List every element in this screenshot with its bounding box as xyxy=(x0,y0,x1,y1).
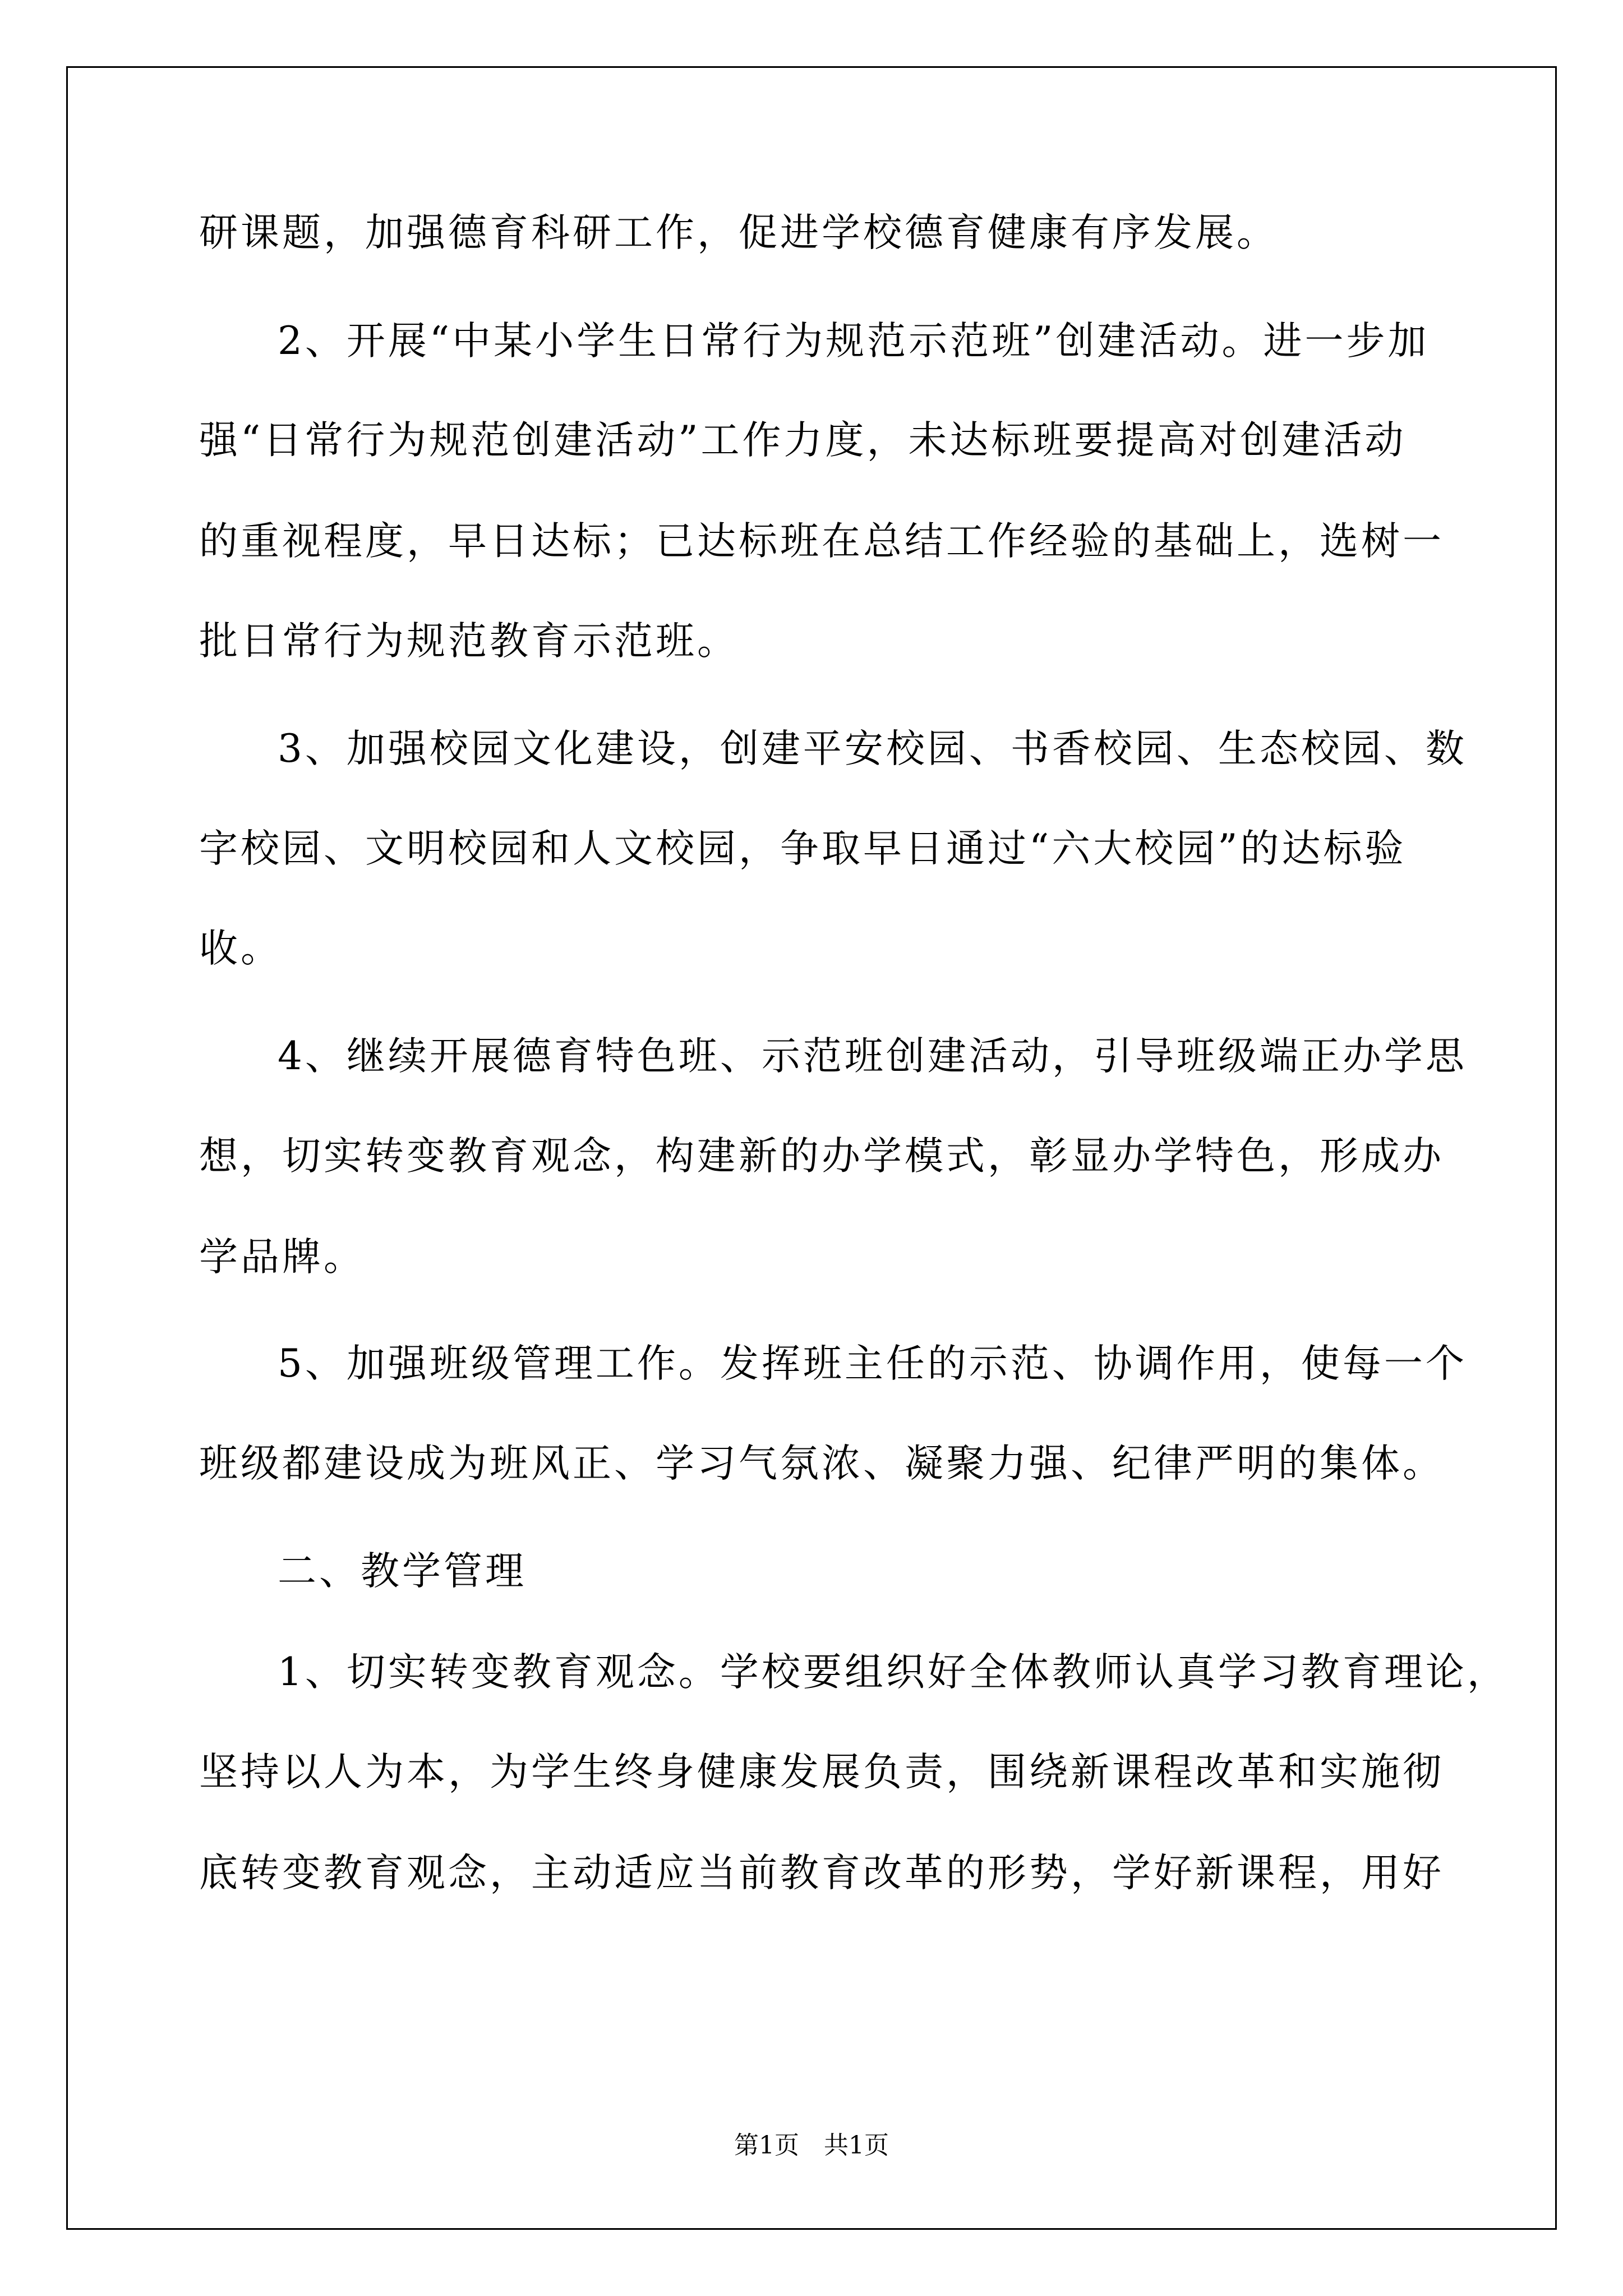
section-heading: 二、教学管理 xyxy=(278,1549,527,1594)
text-line: 字校园、文明校园和人文校园，争取早日通过“六大校园”的达标验 xyxy=(199,826,1407,871)
text-line: 批日常行为规范教育示范班。 xyxy=(199,619,739,664)
text-line: 学品牌。 xyxy=(199,1235,365,1280)
text-line: 1、切实转变教育观念。学校要组织好全体教师认真学习教育理论， xyxy=(278,1650,1509,1695)
text-line: 4、继续开展德育特色班、示范班创建活动，引导班级端正办学思 xyxy=(278,1034,1467,1079)
text-line: 收。 xyxy=(199,926,282,971)
text-line: 班级都建设成为班风正、学习气氛浓、凝聚力强、纪律严明的集体。 xyxy=(199,1441,1444,1486)
text-line: 强“日常行为规范创建活动”工作力度，未达标班要提高对创建活动 xyxy=(199,418,1407,463)
text-line: 的重视程度，早日达标；已达标班在总结工作经验的基础上，选树一 xyxy=(199,519,1444,564)
text-line: 研课题，加强德育科研工作，促进学校德育健康有序发展。 xyxy=(199,210,1278,255)
page-footer: 第1页 共1页 xyxy=(734,2131,889,2160)
text-line: 坚持以人为本，为学生终身健康发展负责，围绕新课程改革和实施彻 xyxy=(199,1750,1444,1795)
text-line: 5、加强班级管理工作。发挥班主任的示范、协调作用，使每一个 xyxy=(278,1341,1467,1386)
text-line: 3、加强校园文化建设，创建平安校园、书香校园、生态校园、数 xyxy=(278,726,1467,771)
text-line: 想，切实转变教育观念，构建新的办学模式，彰显办学特色，形成办 xyxy=(199,1134,1444,1179)
text-line: 2、开展“中某小学生日常行为规范示范班”创建活动。进一步加 xyxy=(278,319,1430,364)
text-line: 底转变教育观念，主动适应当前教育改革的形势，学好新课程，用好 xyxy=(199,1851,1444,1895)
